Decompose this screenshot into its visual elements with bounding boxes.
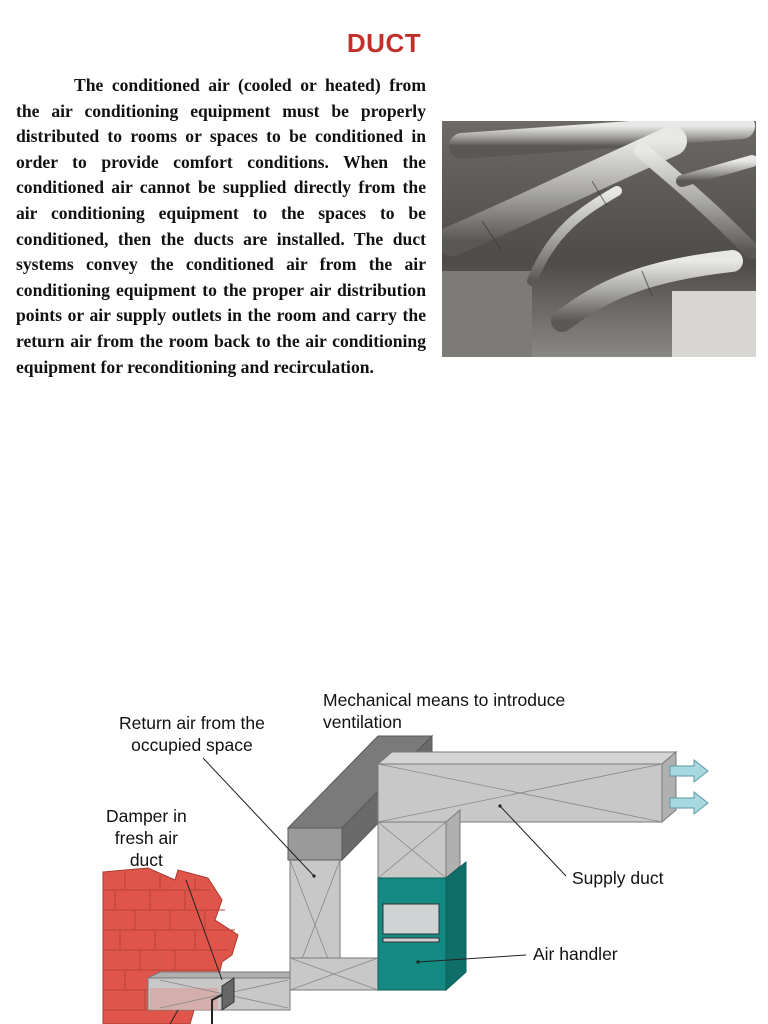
air-handler-unit	[378, 862, 466, 990]
duct-photo	[442, 121, 756, 357]
label-mechanical-ventilation: Mechanical means to introduce ventilation	[323, 690, 566, 732]
intro-paragraph: The conditioned air (cooled or heated) from the air conditioning equipment must be properly distributed to rooms or spaces to be conditioned in order to provide comfort conditions. When the conditioned air cannot be supplied directly from the air conditioning equipment to the spaces to be conditioned, then the ducts are installed. The duct systems convey the conditioned air from the air conditioning equipment to the proper air distribution points or air supply outlets in the room and carry the return air from the room back to the air conditioning equipment for reconditioning and recirculation.	[16, 75, 426, 377]
label-air-handler: Air handler	[533, 944, 618, 964]
label-supply-duct: Supply duct	[572, 868, 664, 888]
page-title: DUCT	[346, 28, 422, 58]
label-damper: Damper in fresh air duct	[106, 806, 187, 870]
label-return-air: Return air from the occupied space	[119, 713, 265, 755]
